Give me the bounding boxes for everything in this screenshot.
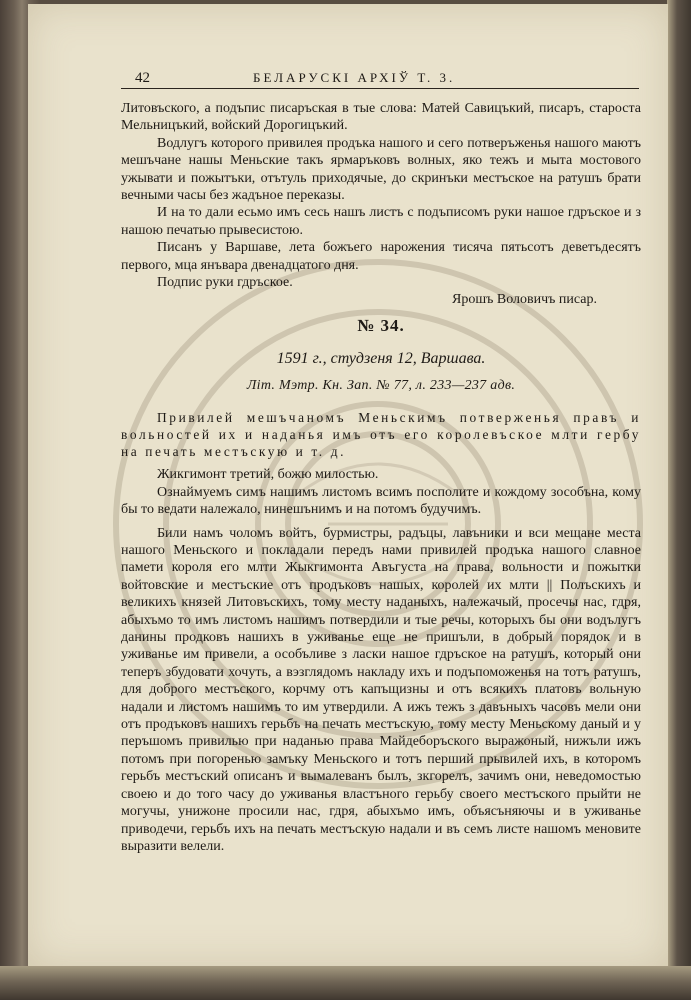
paragraph: Жикгимонт третий, божю милостью.	[157, 467, 379, 483]
book-edge-right	[667, 0, 691, 1000]
signature: Ярошъ Воловичъ писар.	[452, 292, 597, 308]
top-section	[121, 100, 641, 309]
book-page	[28, 4, 668, 966]
document-summary: Привилей мешъчаномъ Меньскимъ потверженья правъ и вольностей их и наданья имъ отъ его королевъское млти гербу на печать местъскую и т. д.	[121, 410, 641, 459]
document-number: № 34.	[357, 316, 405, 335]
paragraph: Ознаймуемъ симъ нашимъ листомъ всимъ посполите и кождому зособъна, кому бы то ведати належало, нинешънимъ и на потомъ будучимъ.	[121, 484, 641, 518]
paragraph: И на то дали есьмо имъ сесь нашъ листъ с подъписомъ руки нашое гдръское и з нашою печатью прывесистою.	[121, 205, 641, 238]
document-body	[121, 410, 641, 855]
document-source: Літ. Мэтр. Кн. Зап. № 77, л. 233—237 адв.	[246, 378, 516, 393]
page-number: 42	[135, 70, 150, 86]
running-title: БЕЛАРУСКІ АРХІЎ Т. 3.	[253, 70, 456, 85]
document-date: 1591 г., студзеня 12, Варшава.	[276, 350, 486, 367]
paragraph: Подпис руки гдръское.	[157, 275, 293, 291]
running-header	[121, 70, 639, 89]
paragraph: Били намъ чоломъ войтъ, бурмистры, радъцы, лавъники и вси мещане места нашого Меньского и покладали передъ нами привилей продъка нашого славное памети короля его млти Жыкгимонта Авъгуста на права, вольности и пожытки войтовские и местъские отъ продъковъ нашых, королей их млти || Полъскихъ и великихъ князей Литовъскихъ, тому месту наданыхъ, належачый, просечы нас, гдря, абыхъмо то имъ листомъ нашимъ потвердили и тые речы, которыхъ бы они водълугъ данины продковъ нашихъ в уживанье еще не пришъли, в добрый порядок и в уживанье им привели, а особъливе з ласки нашое гдръское на ратушъ, который они теперъ збудовати хочуть, а вэзглядомъ накладу ихъ и подъпоможенья на тотъ ратушъ, для доброго местъского, корчму отъ капъщизны и отъ всякихъ платовъ вольную надали и листомъ нашимъ то им утвердили. А ижъ тежъ з давъныхъ часовъ мели они отъ продъковъ нашихъ герьбъ на печать местъскую, тому месту Меньскому даный и у перъшомъ привилью при наданью права Майдеборъского выражоный, нижъли ижъ потомъ при погоренью замъку Меньского и тотъ перший прывилей ихъ, в которомъ герьбъ местъский описанъ и вымалеванъ былъ, зкгорелъ, зачимъ они, неведомостью своею и до того часу до уживанья властъного герьбу своего местъского прыйти не могучы, унижоне просили нас, гдря, абыхъмо имъ, объясъняючы и в уживанье приводечи, герьбъ ихъ на печать местъскую надали и въ семъ листе нашомъ меновите выразити велели.	[121, 525, 641, 854]
paragraph: Писанъ у Варшаве, лета божъего нарожения тисяча пятьсотъ деветъдесятъ первого, мца янъвара двенадцатого дня.	[121, 240, 641, 273]
paragraph-continuation: Литовъского, а подъпис писаръская в тые слова: Матей Савицъкий, писаръ, староста Мельницъкий, войский Дорогицъкий.	[121, 101, 641, 134]
book-edge-bottom	[0, 966, 691, 1000]
paragraph: Водлугъ которого привилея продъка нашого и сего потверъженья нашого маютъ мешъчане нашы Меньские такъ ярмаръковъ волных, яко тежъ и мыта мостового ужывати и пожытъки, отътуль приходячые, до скринъки местъское на ратушъ брати вечными часы без жадъное переказы.	[121, 135, 641, 204]
